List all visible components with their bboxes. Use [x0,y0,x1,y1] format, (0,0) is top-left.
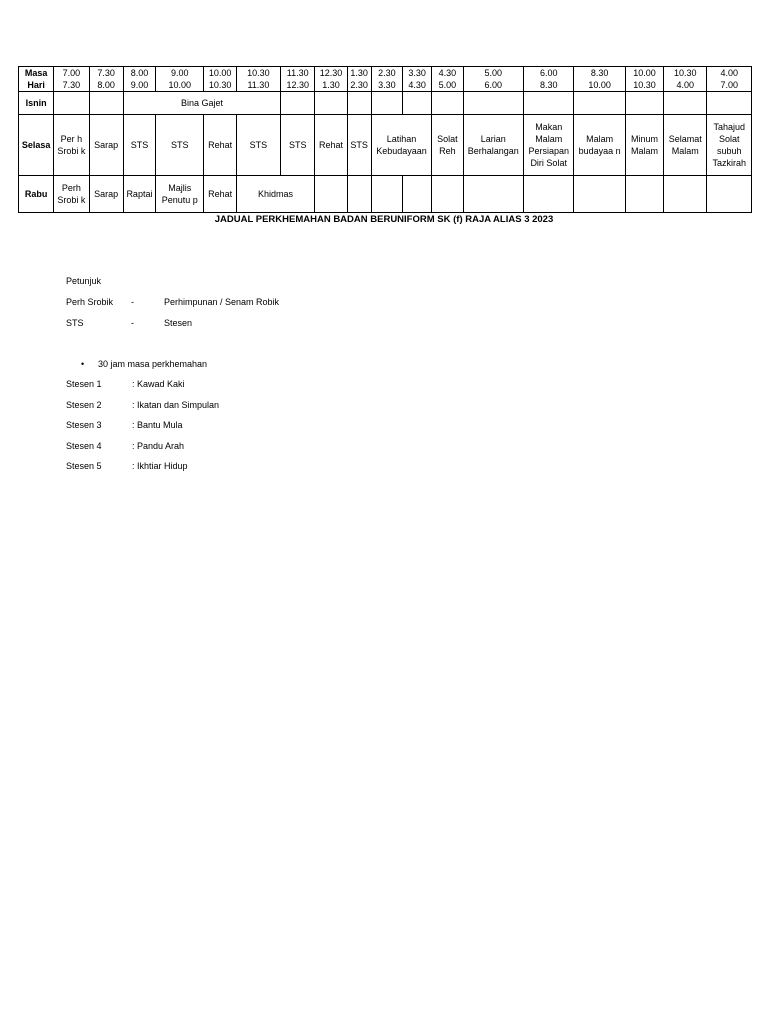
activity-cell: Rehat [204,176,236,213]
time-slot-cell: 9.00 10.00 [156,67,204,92]
row-isnin [19,92,752,115]
legend-abbr: Perh Srobik [66,297,114,307]
activity-cell: Selamat Malam [664,115,707,176]
empty-cell [664,176,707,213]
activity-cell: Rehat [204,115,236,176]
empty-cell [625,176,663,213]
station-value: : Bantu Mula [132,420,183,430]
header-row [19,67,752,92]
activity-cell: STS [123,115,155,176]
time-slot-cell: 3.30 4.30 [403,67,432,92]
station-label: Stesen 1 [66,379,102,389]
empty-cell [664,92,707,115]
activity-cell: Perh Srobi k [54,176,89,213]
activity-cell: Raptai [123,176,155,213]
time-slot-cell: 2.30 3.30 [371,67,402,92]
bina-gajet-cell: Bina Gajet [123,92,280,115]
empty-cell [315,176,347,213]
activity-cell: Minum Malam [625,115,663,176]
bullet-icon: • [81,359,85,369]
empty-cell [89,92,123,115]
station-label: Stesen 2 [66,400,102,410]
legend-abbr: STS [66,318,84,328]
time-slot-cell: 4.00 7.00 [707,67,752,92]
empty-cell [463,176,523,213]
time-slot-cell: 8.00 9.00 [123,67,155,92]
activity-cell: STS [347,115,371,176]
legend-meaning: Stesen [164,318,193,328]
time-slot-cell: 10.00 10.30 [204,67,236,92]
activity-cell: Sarap [89,176,123,213]
time-slot-cell: 12.30 1.30 [315,67,347,92]
empty-cell [432,92,463,115]
empty-cell [625,92,663,115]
empty-cell [403,92,432,115]
legend-dash: - [131,297,134,307]
empty-cell [574,92,625,115]
activity-cell: Majlis Penutu p [156,176,204,213]
station-label: Stesen 4 [66,441,102,451]
activity-cell: Makan Malam Persiapan Diri Solat [524,115,574,176]
legend-meaning: Perhimpunan / Senam Robik [164,297,280,307]
empty-cell [371,176,402,213]
time-slot-cell: 7.30 8.00 [89,67,123,92]
time-slot-cell: 8.30 10.00 [574,67,625,92]
station-value: : Kawad Kaki [132,379,185,389]
schedule-table [18,66,752,213]
station-label: Stesen 5 [66,461,102,471]
empty-cell [281,92,315,115]
time-slot-cell: 4.30 5.00 [432,67,463,92]
activity-cell: Khidmas [236,176,315,213]
activity-cell: Sarap [89,115,123,176]
station-value: : Ikhtiar Hidup [132,461,188,471]
row-rabu [19,176,752,213]
empty-cell [54,92,89,115]
activity-cell: Latihan Kebudayaan [371,115,431,176]
activity-cell: Solat Reh [432,115,463,176]
activity-cell: STS [281,115,315,176]
empty-cell [403,176,432,213]
legend-dash: - [131,318,134,328]
station-value: : Ikatan dan Simpulan [132,400,220,410]
day-label-rabu: Rabu [19,176,54,213]
empty-cell [707,92,752,115]
time-slot-cell: 10.30 11.30 [236,67,280,92]
empty-cell [574,176,625,213]
time-slot-cell: 6.00 8.30 [524,67,574,92]
bullet-text: 30 jam masa perkhemahan [98,359,208,369]
empty-cell [524,92,574,115]
time-slot-cell: 7.00 7.30 [54,67,89,92]
empty-cell [432,176,463,213]
time-slot-cell: 11.30 12.30 [281,67,315,92]
header-hari-label: Hari [27,80,45,90]
empty-cell [347,92,371,115]
activity-cell: Larian Berhalangan [463,115,523,176]
activity-cell: STS [236,115,280,176]
activity-cell: Per h Srobi k [54,115,89,176]
station-label: Stesen 3 [66,420,102,430]
station-value: : Pandu Arah [132,441,185,451]
activity-cell: STS [156,115,204,176]
time-slot-cell: 5.00 6.00 [463,67,523,92]
time-slot-cell: 1.30 2.30 [347,67,371,92]
activity-cell: Malam budayaa n [574,115,625,176]
row-selasa [19,115,752,176]
empty-cell [524,176,574,213]
empty-cell [371,92,402,115]
empty-cell [463,92,523,115]
time-slot-cell: 10.30 4.00 [664,67,707,92]
activity-cell: Tahajud Solat subuh Tazkirah [707,115,752,176]
header-masa-label: Masa [24,68,48,78]
empty-cell [347,176,371,213]
notes-heading: Petunjuk [66,276,102,286]
activity-cell: Rehat [315,115,347,176]
day-label-isnin: Isnin [19,92,54,115]
empty-cell [707,176,752,213]
empty-cell [315,92,347,115]
day-label-selasa: Selasa [19,115,54,176]
time-slot-cell: 10.00 10.30 [625,67,663,92]
document-title: JADUAL PERKHEMAHAN BADAN BERUNIFORM SK (f) RAJA ALIAS 3 2023 [214,214,554,225]
header-masa-hari [19,67,54,92]
